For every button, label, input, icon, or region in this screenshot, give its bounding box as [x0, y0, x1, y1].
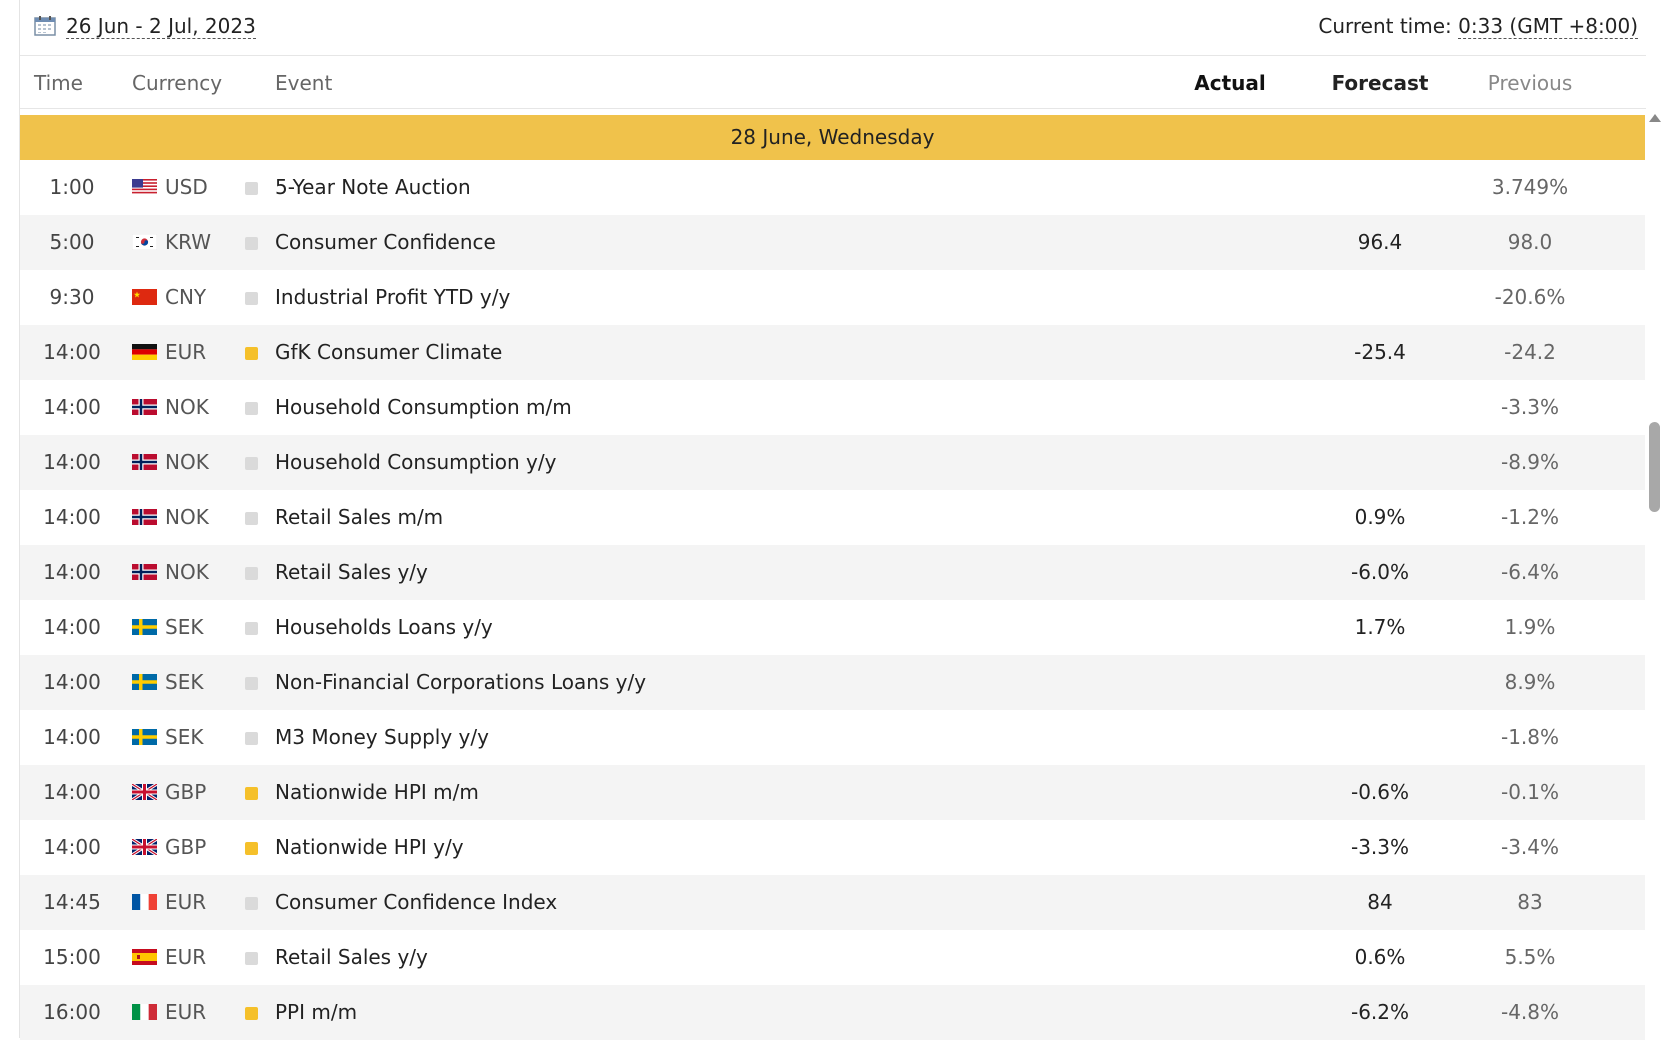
event-currency: USD — [165, 175, 208, 199]
importance-low-icon — [245, 897, 258, 910]
current-time — [1318, 14, 1638, 38]
se-flag-icon — [132, 729, 157, 745]
importance-low-icon — [245, 512, 258, 525]
column-header-previous: Previous — [1487, 71, 1573, 95]
event-name[interactable]: Retail Sales y/y — [275, 945, 428, 969]
table-row[interactable] — [20, 215, 1645, 270]
importance-medium-icon — [245, 1007, 258, 1020]
importance-low-icon — [245, 677, 258, 690]
event-previous: -1.8% — [1500, 725, 1560, 749]
table-row[interactable] — [20, 820, 1645, 875]
event-time: 14:00 — [43, 560, 101, 584]
event-previous: -24.2 — [1504, 340, 1556, 364]
event-previous: -4.8% — [1500, 1000, 1560, 1024]
calendar-panel — [19, 0, 1646, 1038]
vertical-scrollbar[interactable] — [1648, 110, 1662, 1038]
event-forecast: 0.6% — [1354, 945, 1406, 969]
event-name[interactable]: Nationwide HPI m/m — [275, 780, 479, 804]
event-currency: SEK — [165, 725, 204, 749]
event-currency: GBP — [165, 835, 207, 859]
event-name[interactable]: Retail Sales y/y — [275, 560, 428, 584]
table-row[interactable] — [20, 710, 1645, 765]
event-name[interactable]: Households Loans y/y — [275, 615, 493, 639]
scrollbar-thumb[interactable] — [1649, 422, 1660, 512]
event-previous: -20.6% — [1494, 285, 1566, 309]
event-name[interactable]: Non-Financial Corporations Loans y/y — [275, 670, 647, 694]
event-time: 14:00 — [43, 450, 101, 474]
table-row[interactable] — [20, 160, 1645, 215]
calendar-icon[interactable] — [34, 15, 56, 36]
table-row[interactable] — [20, 545, 1645, 600]
event-forecast: -3.3% — [1350, 835, 1410, 859]
column-header-time: Time — [34, 71, 83, 95]
event-forecast: -6.2% — [1350, 1000, 1410, 1024]
event-time: 14:00 — [43, 340, 101, 364]
event-time: 5:00 — [49, 230, 95, 254]
event-previous: 5.5% — [1504, 945, 1556, 969]
column-header-currency: Currency — [132, 71, 223, 95]
importance-low-icon — [245, 567, 258, 580]
event-currency: SEK — [165, 670, 204, 694]
event-forecast: 84 — [1367, 890, 1393, 914]
table-header — [20, 56, 1646, 109]
importance-medium-icon — [245, 347, 258, 360]
event-previous: 8.9% — [1504, 670, 1556, 694]
event-forecast: -0.6% — [1350, 780, 1410, 804]
event-currency: NOK — [165, 450, 209, 474]
date-range-selector[interactable]: 26 Jun - 2 Jul, 2023 — [66, 14, 256, 38]
event-currency: EUR — [165, 945, 207, 969]
event-name[interactable]: Consumer Confidence Index — [275, 890, 558, 914]
importance-medium-icon — [245, 787, 258, 800]
fr-flag-icon — [132, 894, 157, 910]
event-previous: 1.9% — [1504, 615, 1556, 639]
table-row[interactable] — [20, 435, 1645, 490]
event-previous: -0.1% — [1500, 780, 1560, 804]
de-flag-icon — [132, 344, 157, 360]
event-currency: NOK — [165, 560, 209, 584]
it-flag-icon — [132, 1004, 157, 1020]
event-name[interactable]: 5-Year Note Auction — [275, 175, 471, 199]
event-time: 9:30 — [49, 285, 95, 309]
event-time: 14:00 — [43, 505, 101, 529]
cn-flag-icon — [132, 289, 157, 305]
importance-low-icon — [245, 292, 258, 305]
column-header-actual: Actual — [1194, 71, 1266, 95]
table-row[interactable] — [20, 270, 1645, 325]
event-time: 15:00 — [43, 945, 101, 969]
table-row[interactable] — [20, 765, 1645, 820]
event-time: 14:00 — [43, 395, 101, 419]
event-name[interactable]: Industrial Profit YTD y/y — [275, 285, 511, 309]
events-table-body — [20, 160, 1645, 1040]
event-forecast: 96.4 — [1357, 230, 1403, 254]
event-currency: EUR — [165, 1000, 207, 1024]
event-currency: SEK — [165, 615, 204, 639]
table-row[interactable] — [20, 380, 1645, 435]
event-forecast: 0.9% — [1354, 505, 1406, 529]
event-currency: NOK — [165, 505, 209, 529]
us-flag-icon — [132, 179, 157, 195]
event-time: 16:00 — [43, 1000, 101, 1024]
event-name[interactable]: Nationwide HPI y/y — [275, 835, 464, 859]
event-name[interactable]: M3 Money Supply y/y — [275, 725, 489, 749]
importance-low-icon — [245, 732, 258, 745]
event-time: 14:00 — [43, 780, 101, 804]
table-row[interactable] — [20, 600, 1645, 655]
day-header: 28 June, Wednesday — [20, 115, 1645, 160]
event-previous: -3.3% — [1500, 395, 1560, 419]
importance-low-icon — [245, 182, 258, 195]
table-row[interactable] — [20, 875, 1645, 930]
column-header-event: Event — [275, 71, 333, 95]
event-time: 1:00 — [49, 175, 95, 199]
event-name[interactable]: PPI m/m — [275, 1000, 358, 1024]
table-row[interactable] — [20, 930, 1645, 985]
event-name[interactable]: Retail Sales m/m — [275, 505, 444, 529]
importance-low-icon — [245, 237, 258, 250]
gb-flag-icon — [132, 784, 157, 800]
event-name[interactable]: Consumer Confidence — [275, 230, 496, 254]
event-previous: -3.4% — [1500, 835, 1560, 859]
event-previous: 83 — [1517, 890, 1543, 914]
es-flag-icon — [132, 949, 157, 965]
current-time-label: Current time: — [1318, 14, 1459, 38]
timezone-selector[interactable]: 0:33 (GMT +8:00) — [1458, 14, 1638, 38]
table-row[interactable] — [20, 325, 1645, 380]
gb-flag-icon — [132, 839, 157, 855]
event-time: 14:00 — [43, 835, 101, 859]
calendar-toolbar — [20, 0, 1646, 56]
se-flag-icon — [132, 619, 157, 635]
event-name[interactable]: Household Consumption y/y — [275, 450, 557, 474]
event-currency: GBP — [165, 780, 207, 804]
event-currency: KRW — [165, 230, 211, 254]
event-previous: 98.0 — [1507, 230, 1553, 254]
se-flag-icon — [132, 674, 157, 690]
event-previous: -1.2% — [1500, 505, 1560, 529]
kr-flag-icon — [132, 234, 157, 250]
event-currency: NOK — [165, 395, 209, 419]
no-flag-icon — [132, 564, 157, 580]
importance-low-icon — [245, 402, 258, 415]
importance-low-icon — [245, 952, 258, 965]
event-currency: EUR — [165, 890, 207, 914]
event-forecast: 1.7% — [1354, 615, 1406, 639]
no-flag-icon — [132, 454, 157, 470]
no-flag-icon — [132, 509, 157, 525]
importance-low-icon — [245, 622, 258, 635]
column-header-forecast: Forecast — [1331, 71, 1429, 95]
event-time: 14:00 — [43, 670, 101, 694]
event-currency: EUR — [165, 340, 207, 364]
event-time: 14:00 — [43, 615, 101, 639]
table-row[interactable] — [20, 655, 1645, 710]
importance-medium-icon — [245, 842, 258, 855]
table-row[interactable] — [20, 490, 1645, 545]
event-forecast: -25.4 — [1354, 340, 1406, 364]
event-currency: CNY — [165, 285, 207, 309]
importance-low-icon — [245, 457, 258, 470]
table-row[interactable] — [20, 985, 1645, 1040]
event-name[interactable]: Household Consumption m/m — [275, 395, 572, 419]
event-name[interactable]: GfK Consumer Climate — [275, 340, 503, 364]
event-previous: 3.749% — [1491, 175, 1569, 199]
event-time: 14:45 — [43, 890, 101, 914]
event-previous: -6.4% — [1500, 560, 1560, 584]
event-forecast: -6.0% — [1350, 560, 1410, 584]
scroll-up-arrow-icon[interactable] — [1649, 114, 1661, 122]
no-flag-icon — [132, 399, 157, 415]
event-previous: -8.9% — [1500, 450, 1560, 474]
event-time: 14:00 — [43, 725, 101, 749]
